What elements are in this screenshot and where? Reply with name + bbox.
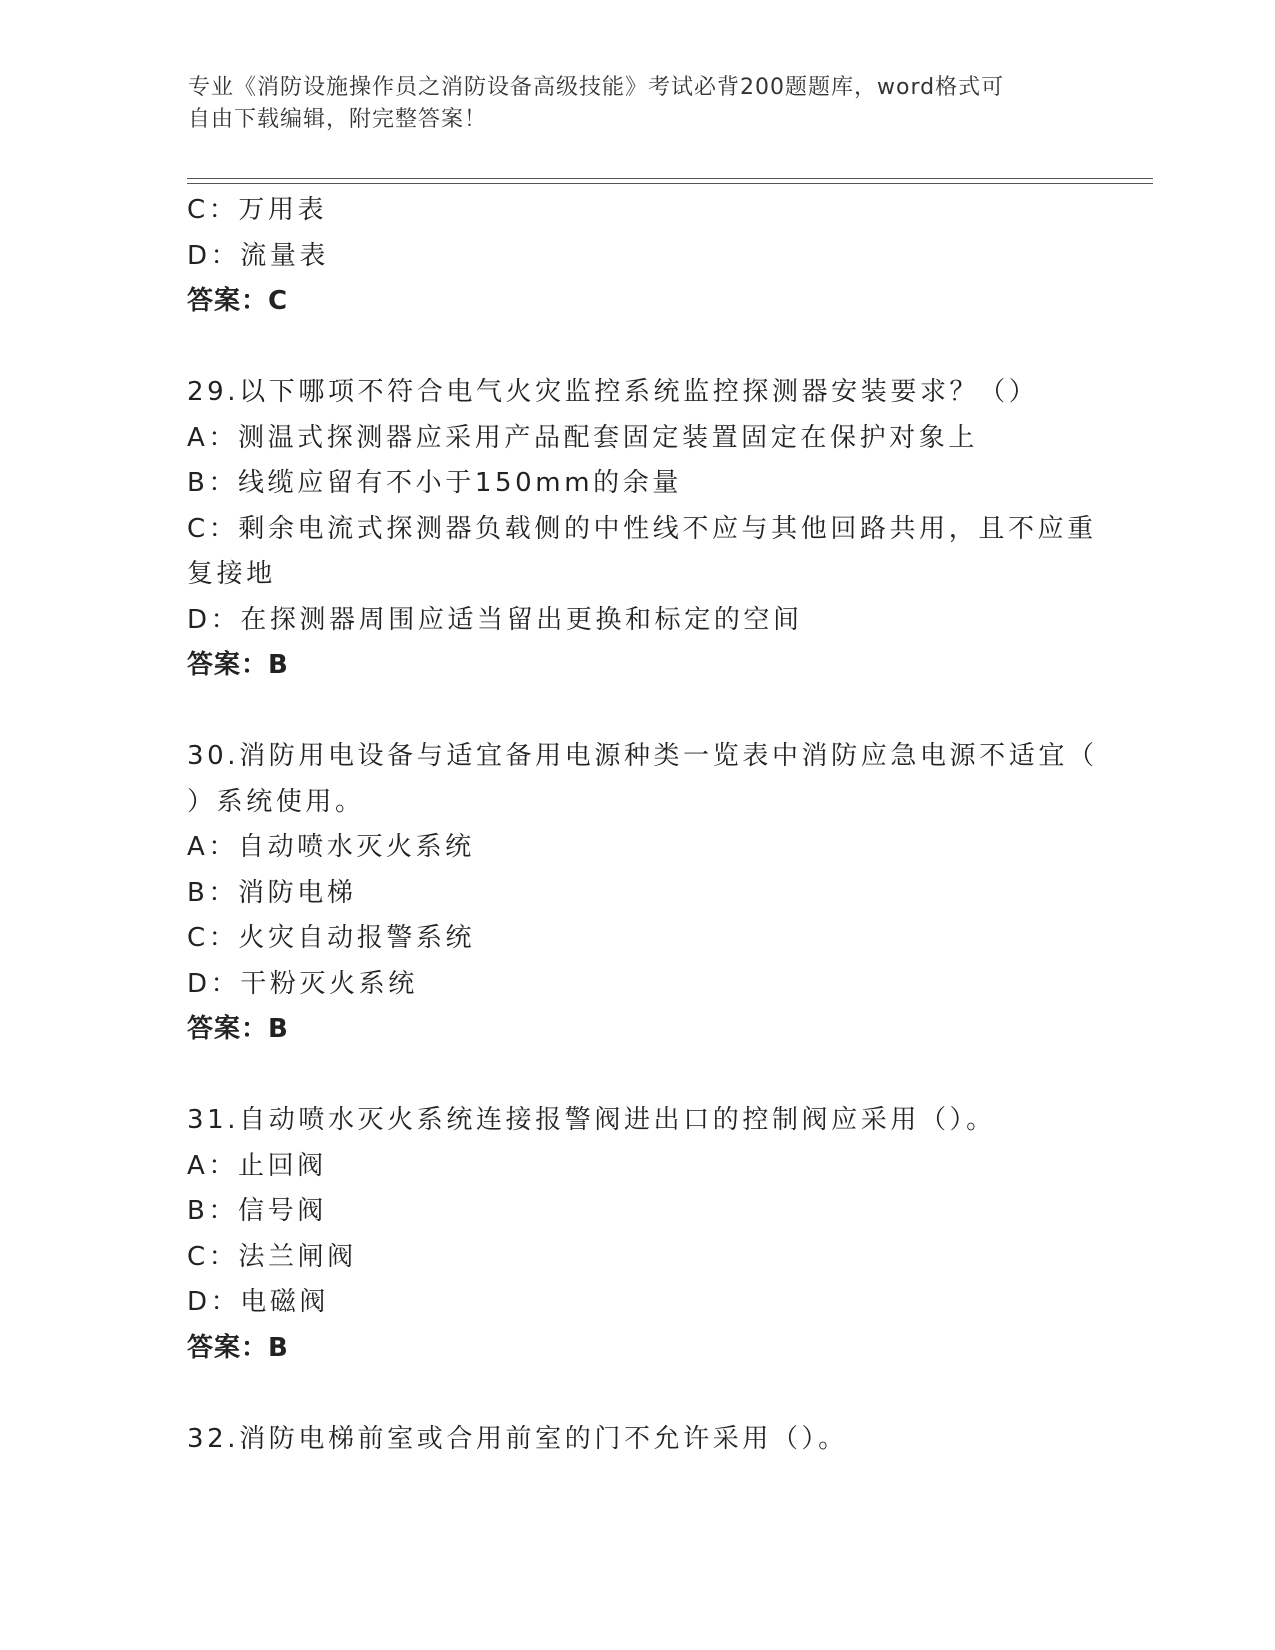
spacer (187, 1371, 1087, 1417)
option-d: D：干粉灭火系统 (187, 968, 418, 999)
document-body (187, 188, 1098, 1462)
question-stem: 30.消防用电设备与适宜备用电源种类一览表中消防应急电源不适宜（ (187, 741, 1098, 771)
question-stem: 29.以下哪项不符合电气火灾监控系统监控探测器安装要求？（） (187, 377, 1039, 407)
question-30 (187, 734, 1098, 1053)
option-c: C：火灾自动报警系统 (187, 923, 476, 953)
option-b: B：信号阀 (187, 1196, 327, 1226)
option-c-continued: 复接地 (187, 559, 276, 589)
document-header (188, 72, 1088, 136)
option-c: C：万用表 (187, 195, 328, 225)
option-a: A：止回阀 (187, 1150, 327, 1181)
spacer (187, 325, 1087, 371)
header-line-2: 自由下载编辑，附完整答案！ (188, 107, 488, 132)
question-32 (187, 1417, 1087, 1463)
option-a: A：测温式探测器应采用产品配套固定装置固定在保护对象上 (187, 422, 978, 453)
header-rule-bottom (187, 183, 1153, 184)
question-stem: 32.消防电梯前室或合用前室的门不允许采用（）。 (187, 1423, 848, 1454)
answer-line: 答案：C (187, 286, 289, 316)
question-29 (187, 370, 1097, 689)
option-c: C：法兰闸阀 (187, 1241, 357, 1272)
spacer (187, 1053, 1087, 1099)
option-d: D：流量表 (187, 240, 330, 271)
option-b: B：线缆应留有不小于150mm的余量 (187, 468, 682, 498)
question-28 (187, 188, 1087, 325)
option-d: D：电磁阀 (187, 1287, 330, 1317)
header-rule-top (187, 178, 1153, 179)
option-c: C：剩余电流式探测器负载侧的中性线不应与其他回路共用，且不应重 (187, 513, 1097, 544)
question-31 (187, 1098, 1087, 1371)
option-b: B：消防电梯 (187, 877, 357, 908)
question-stem: 31.自动喷水灭火系统连接报警阀进出口的控制阀应采用（）。 (187, 1105, 996, 1135)
answer-line: 答案：B (187, 1332, 289, 1363)
answer-line: 答案：B (187, 650, 289, 680)
question-stem-continued: ）系统使用。 (187, 786, 365, 817)
answer-line: 答案：B (187, 1014, 289, 1044)
option-d: D：在探测器周围应适当留出更换和标定的空间 (187, 604, 803, 635)
spacer (187, 689, 1087, 735)
header-line-1: 专业《消防设施操作员之消防设备高级技能》考试必背200题题库，word格式可 (188, 75, 1005, 100)
option-a: A：自动喷水灭火系统 (187, 832, 475, 862)
